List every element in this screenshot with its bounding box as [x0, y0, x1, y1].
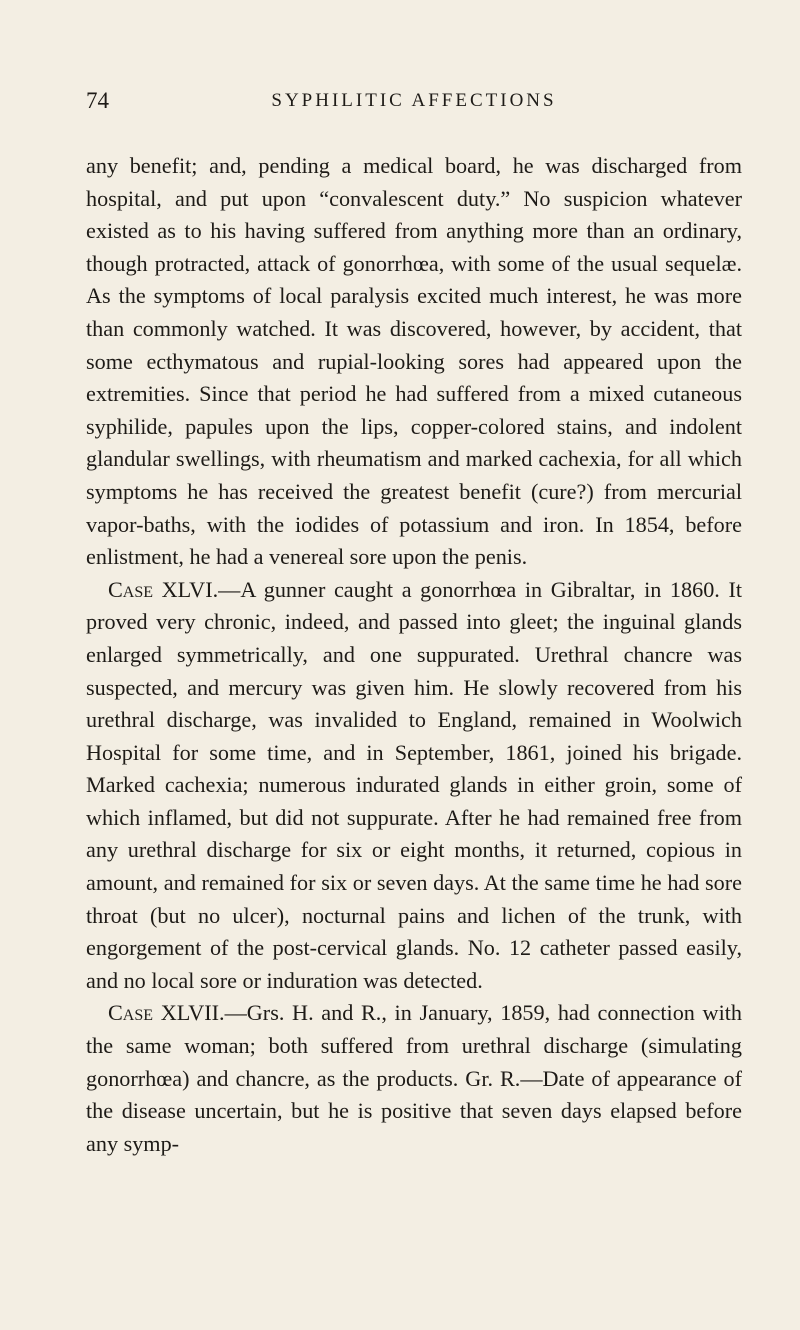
paragraph-text: —A gunner caught a gonorrhœa in Gibraltar, in 1860. It proved very chronic, indeed, and passed into gleet; the inguinal glands enlarged symmetrically, and one suppurated. Urethral chancre was suspected, and mercury was given him. He slowly recovered from his urethral discharge, was invalided to England, remained in Woolwich Hospital for some time, and in September, 1861, joined his brigade. Marked cachexia; numerous indurated glands in either groin, some of which inflamed, but did not suppurate. After he had remained free from any urethral discharge for six or eight months, it returned, copious in amount, and remained for six or seven days. At the same time he had sore throat (but no ulcer), nocturnal pains and lichen of the trunk, with engorgement of the post-cervical glands. No. 12 catheter passed easily, and no local sore or induration was detected.	[86, 576, 743, 993]
case-label: Case XLVII.	[108, 1000, 225, 1026]
page-body	[86, 150, 742, 1160]
paragraph-text: any benefit; and, pending a medical board, he was discharged from hospital, and put upon “convalescent duty.” No suspicion whatever existed as to his having suffered from anything more than an ordinary, though protracted, attack of gonorrhœa, with some of the usual sequelæ. As the symptoms of local paralysis excited much interest, he was more than commonly watched. It was discovered, however, by accident, that some ecthymatous and rupial-looking sores had appeared upon the extremities. Since that period he had suffered from a mixed cutaneous syphilide, papules upon the lips, copper-colored stains, and indolent glandular swellings, with rheumatism and marked cachexia, for all which symptoms he has received the greatest benefit (cure?) from mercurial vapor-baths, with the iodides of potassium and iron. In 1854, before enlistment, he had a venereal sore upon the penis.	[86, 153, 742, 570]
paragraph-continuation	[86, 150, 742, 574]
paragraph-text: —Grs. H. and R., in January, 1859, had connection with the same woman; both suffered from urethral discharge (simulating gonorrhœa) and chancre, as the products. Gr. R.—Date of appearance of the disease uncertain, but he is positive that seven days elapsed before any symp-	[86, 1000, 742, 1156]
page-number: 74	[86, 88, 109, 113]
paragraph-case-xlvii	[86, 997, 742, 1160]
paragraph-case-xlvi	[86, 574, 742, 998]
running-title: SYPHILITIC AFFECTIONS	[271, 90, 557, 111]
page-header	[86, 88, 742, 120]
case-label: Case XLVI.	[108, 576, 219, 602]
